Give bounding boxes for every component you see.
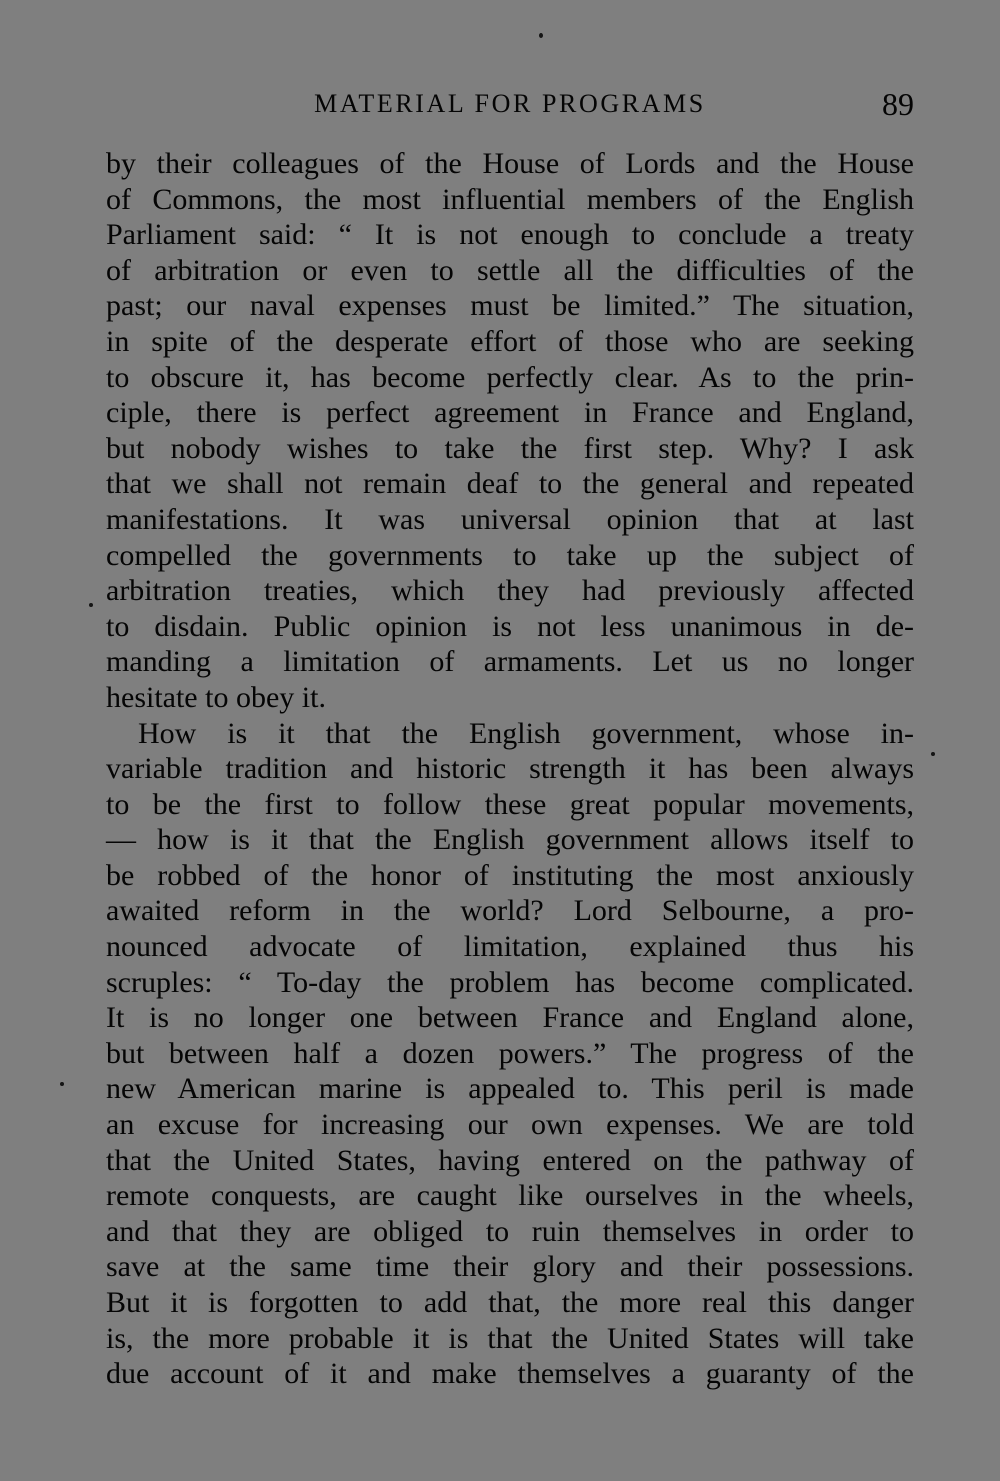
text-line: that the United States, having entered on the pathway of bbox=[106, 1143, 914, 1177]
text-line: that we shall not remain deaf to the general and repeated bbox=[106, 467, 914, 501]
text-line: Parliament said: “ It is not enough to conclude a treaty bbox=[106, 218, 914, 252]
text-line: an excuse for increasing our own expenses. We are told bbox=[106, 1108, 914, 1142]
text-line: due account of it and make themselves a guaranty of the bbox=[106, 1357, 914, 1391]
text-line: awaited reform in the world? Lord Selbourne, a pro- bbox=[106, 894, 914, 928]
text-line: nounced advocate of limitation, explained thus his bbox=[106, 930, 914, 964]
text-line: of arbitration or even to settle all the difficulties of the bbox=[106, 253, 914, 287]
scan-speck bbox=[539, 33, 543, 38]
scan-speck bbox=[931, 752, 935, 756]
text-line: by their colleagues of the House of Lords and the House bbox=[106, 147, 914, 180]
page-number: 89 bbox=[882, 86, 914, 122]
text-line: be robbed of the honor of instituting the most anxiously bbox=[106, 858, 914, 892]
text-line: — how is it that the English government allows itself to bbox=[106, 823, 914, 857]
text-line: scruples: “ To-day the problem has become complicated. bbox=[106, 965, 914, 999]
text-line: variable tradition and historic strength it has been always bbox=[106, 752, 914, 786]
text-line: save at the same time their glory and their possessions. bbox=[106, 1250, 914, 1284]
text-line: in spite of the desperate effort of those who are seeking bbox=[106, 324, 914, 358]
text-line: arbitration treaties, which they had previously affected bbox=[106, 574, 914, 608]
text-line: new American marine is appealed to. This peril is made bbox=[106, 1072, 914, 1106]
scan-speck bbox=[89, 603, 93, 607]
text-line: ciple, there is perfect agreement in France and England, bbox=[106, 396, 914, 430]
text-line: but nobody wishes to take the first step. Why? I ask bbox=[106, 431, 914, 465]
running-head bbox=[106, 84, 914, 124]
text-line: But it is forgotten to add that, the more real this danger bbox=[106, 1286, 914, 1319]
text-line: but between half a dozen powers.” The progress of the bbox=[106, 1036, 914, 1070]
text-line: is, the more probable it is that the United States will take bbox=[106, 1321, 914, 1355]
text-line: and that they are obliged to ruin themselves in order to bbox=[106, 1214, 914, 1248]
text-line: to disdain. Public opinion is not less unanimous in de- bbox=[106, 609, 914, 643]
text-line: to be the first to follow these great popular movements, bbox=[106, 787, 914, 821]
text-line: of Commons, the most influential members of the English bbox=[106, 182, 914, 216]
text-line: to obscure it, has become perfectly clear. As to the prin- bbox=[106, 360, 914, 394]
text-line: It is no longer one between France and England alone, bbox=[106, 1001, 914, 1035]
text-line: manding a limitation of armaments. Let us no longer bbox=[106, 645, 914, 679]
text-line: remote conquests, are caught like ourselves in the wheels, bbox=[106, 1179, 914, 1213]
paragraph-start-line: How is it that the English government, whose in- bbox=[138, 716, 914, 750]
body-text bbox=[106, 146, 914, 1392]
text-line: past; our naval expenses must be limited.” The situation, bbox=[106, 289, 914, 323]
paragraph-end-line: hesitate to obey it. bbox=[106, 680, 326, 714]
running-title: MATERIAL FOR PROGRAMS bbox=[314, 89, 706, 118]
text-line: compelled the governments to take up the subject of bbox=[106, 538, 914, 572]
scan-speck bbox=[60, 1082, 64, 1086]
text-line: manifestations. It was universal opinion that at last bbox=[106, 502, 914, 536]
